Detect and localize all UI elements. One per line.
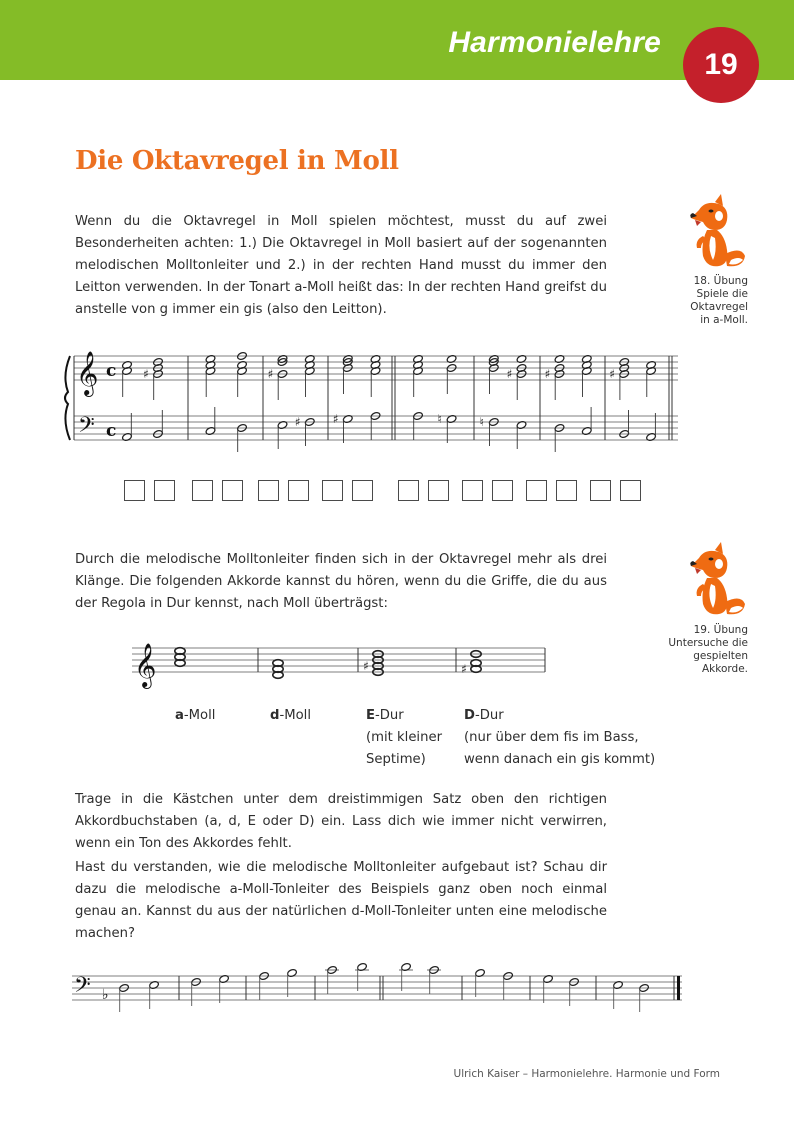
accidental-sharp: ♯ bbox=[506, 367, 513, 381]
exercise-19-note bbox=[638, 624, 748, 676]
exercise-19-number: 19. Übung bbox=[693, 624, 748, 636]
answer-box[interactable] bbox=[620, 480, 641, 501]
accidental-sharp: ♯ bbox=[544, 367, 551, 381]
instructions-paragraph: Trage in die Kästchen unter dem dreistimmigen Satz oben den richtigen Akkordbuchstaben (a, d, E oder D) ein. Lass dich wie immer nicht verwirren, wenn ein Ton des Akkordes fehlt. bbox=[75, 792, 607, 851]
answer-boxes bbox=[124, 480, 664, 510]
intro-paragraph: Wenn du die Oktavregel in Moll spielen möchtest, musst du auf zwei Besonderheiten achten: 1.) Die Oktavregel in Moll basiert auf der sogenannten melodischen Molltonleiter und 2.) in der rechten Hand musst du immer den Leitton verwenden. In der Tonart a-Moll heißt das: In der rechten Hand greifst du anstelle von g immer ein gis (also den Leitton). bbox=[75, 214, 607, 317]
accidental-natural: ♮ bbox=[437, 412, 442, 426]
answer-box[interactable] bbox=[154, 480, 175, 501]
answer-box[interactable] bbox=[398, 480, 419, 501]
accidental-sharp: ♯ bbox=[143, 367, 149, 381]
exercise-19-line: Akkorde. bbox=[702, 663, 748, 675]
answer-box[interactable] bbox=[124, 480, 145, 501]
accidental-natural: ♮ bbox=[479, 415, 484, 429]
treble-clef-icon: 𝄞 bbox=[76, 351, 99, 395]
chord-label-d-moll: d-Moll bbox=[270, 708, 311, 723]
brace bbox=[65, 356, 70, 440]
answer-box[interactable] bbox=[322, 480, 343, 501]
d-minor-scale-score bbox=[70, 950, 685, 1015]
chords-paragraph: Durch die melodische Molltonleiter finden sich in der Oktavregel mehr als drei Klänge. Die folgenden Akkorde kannst du hören, wenn du die Griffe, die du aus der Regola in Dur kennst, nach Moll überträgst: bbox=[75, 552, 607, 611]
exercise-18-line: Spiele die bbox=[696, 288, 748, 300]
answer-box[interactable] bbox=[462, 480, 483, 501]
book-title: Harmonielehre bbox=[448, 26, 661, 59]
answer-box[interactable] bbox=[428, 480, 449, 501]
question-paragraph: Hast du verstanden, wie die melodische Molltonleiter aufgebaut ist? Schau dir dazu die melodische a-Moll-Tonleiter des Beispiels ganz oben noch einmal genau an. Kannst du aus der natürlichen d-Moll-Tonleiter unten eine melodische machen? bbox=[75, 860, 607, 941]
final-barline bbox=[677, 976, 680, 1000]
accidental-sharp: ♯ bbox=[332, 412, 339, 426]
bass-clef-icon: 𝄢 bbox=[78, 413, 95, 443]
answer-box[interactable] bbox=[352, 480, 373, 501]
answer-box[interactable] bbox=[526, 480, 547, 501]
accidental-sharp: ♯ bbox=[267, 367, 274, 381]
page-number-badge bbox=[683, 27, 759, 103]
common-time-icon: c bbox=[106, 421, 117, 441]
chord-label-e-dur: E-Dur (mit kleiner Septime) bbox=[366, 708, 442, 767]
chord-label-a-moll: a-Moll bbox=[175, 708, 216, 723]
bass-clef-icon: 𝄢 bbox=[74, 973, 91, 1003]
exercise-18-line: in a-Moll. bbox=[700, 314, 748, 326]
accidental-sharp: ♯ bbox=[294, 415, 301, 429]
exercise-18-line: Oktavregel bbox=[690, 301, 748, 313]
page-number: 19 bbox=[704, 48, 738, 81]
accidental-sharp: ♯ bbox=[363, 659, 369, 673]
answer-box[interactable] bbox=[590, 480, 611, 501]
answer-box[interactable] bbox=[258, 480, 279, 501]
treble-clef-icon: 𝄞 bbox=[134, 643, 157, 687]
exercise-19-line: Untersuche die bbox=[668, 637, 748, 649]
exercise-18-number: 18. Übung bbox=[693, 275, 748, 287]
header-band bbox=[0, 0, 794, 80]
exercise-18-note bbox=[638, 275, 748, 327]
key-signature-flat: ♭ bbox=[102, 987, 109, 1003]
accidental-sharp: ♯ bbox=[609, 367, 616, 381]
fox-icon bbox=[685, 192, 749, 272]
common-time-icon: c bbox=[106, 361, 117, 381]
exercise-19-line: gespielten bbox=[693, 650, 748, 662]
chord-examples-score bbox=[130, 630, 555, 694]
fox-icon bbox=[685, 540, 749, 620]
answer-box[interactable] bbox=[192, 480, 213, 501]
section-title: Die Oktavregel in Moll bbox=[75, 146, 399, 176]
oktavregel-score bbox=[60, 336, 690, 456]
answer-box[interactable] bbox=[556, 480, 577, 501]
answer-box[interactable] bbox=[222, 480, 243, 501]
chord-label-d-dur: D-Dur (nur über dem fis im Bass, wenn danach ein gis kommt) bbox=[464, 708, 656, 767]
answer-box[interactable] bbox=[288, 480, 309, 501]
accidental-sharp: ♯ bbox=[461, 662, 467, 676]
answer-box[interactable] bbox=[492, 480, 513, 501]
footer-credit: Ulrich Kaiser – Harmonielehre. Harmonie und Form bbox=[453, 1068, 720, 1080]
